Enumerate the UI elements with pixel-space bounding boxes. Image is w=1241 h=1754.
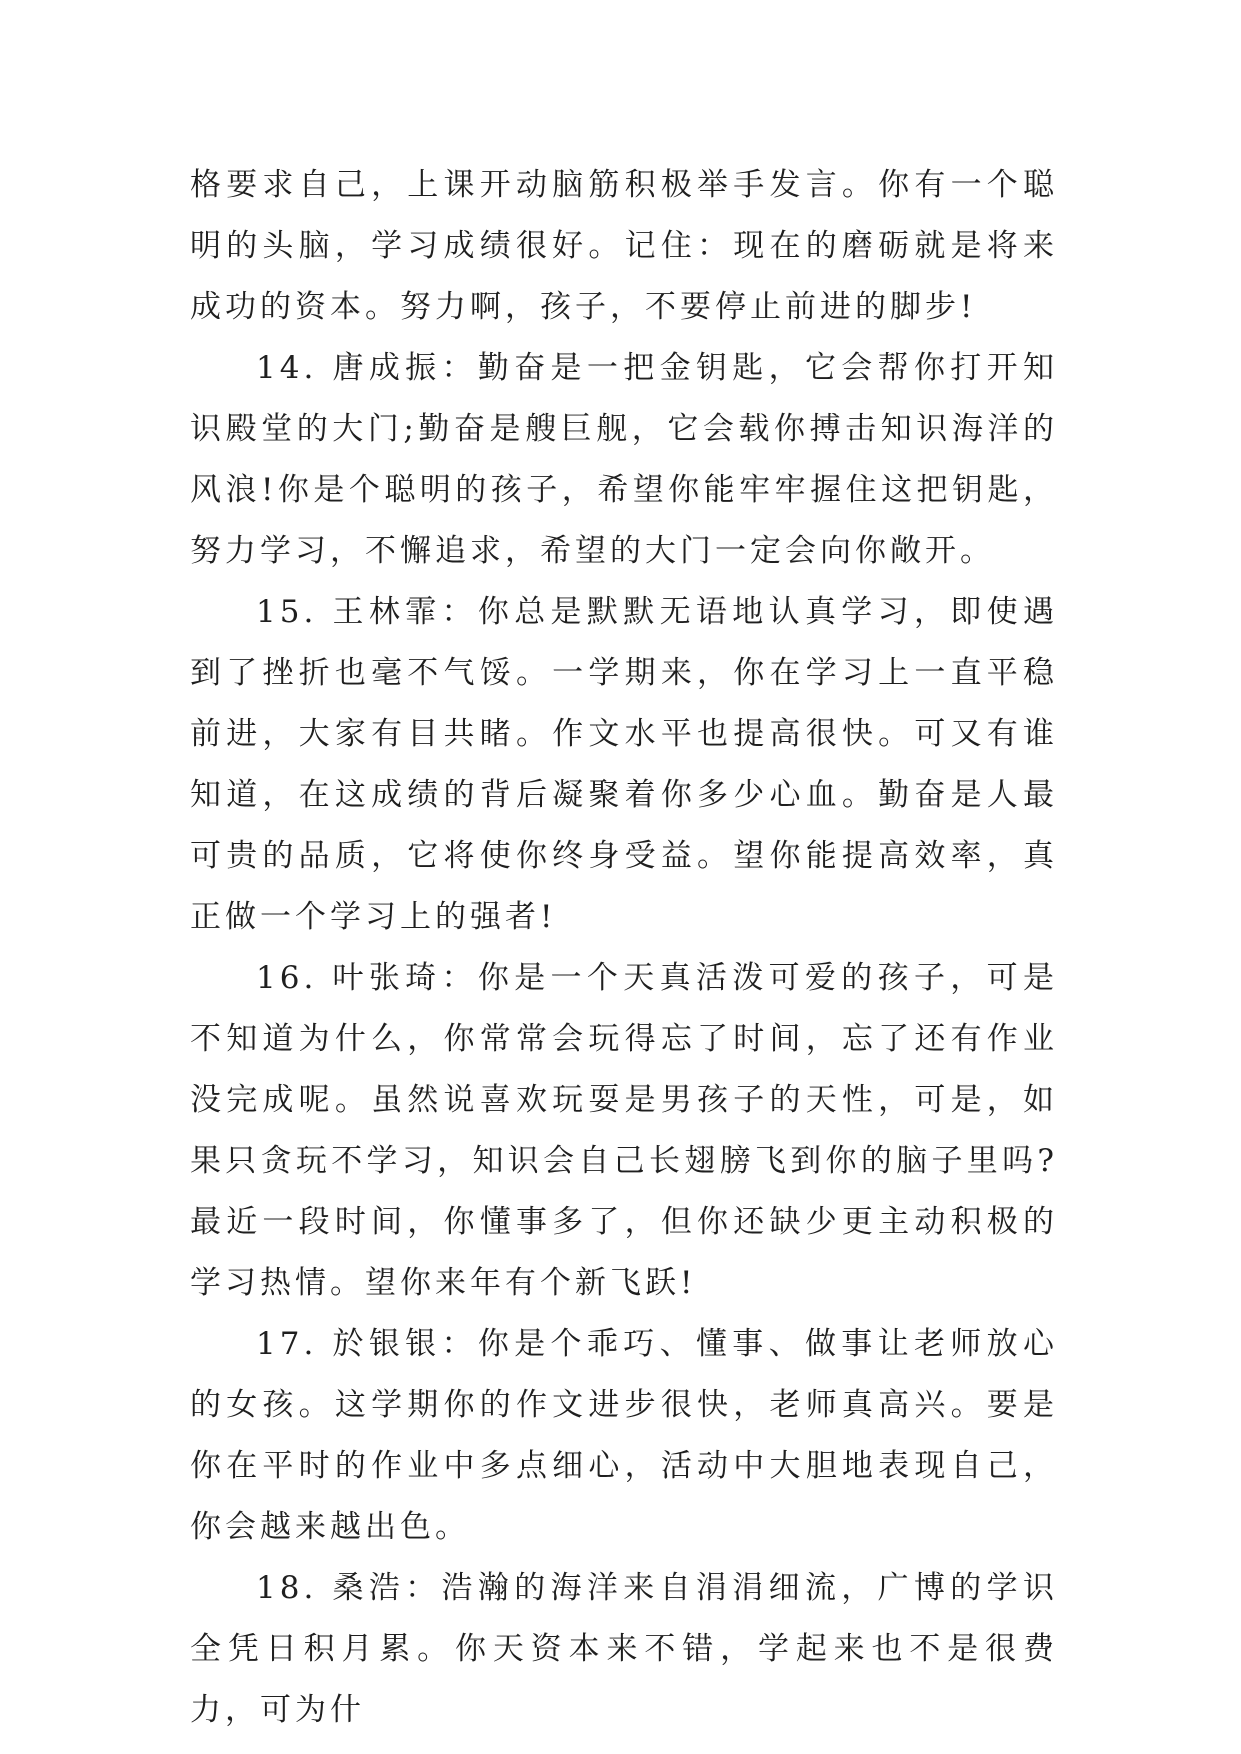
paragraph-comment-14: 14. 唐成振：勤奋是一把金钥匙，它会帮你打开知识殿堂的大门;勤奋是艘巨舰，它会载你搏击知识海洋的风浪!你是个聪明的孩子，希望你能牢牢握住这把钥匙，努力学习，不懈追求，希望的大门一定会向你敞开。 [190,350,1058,569]
body-text [190,155,1058,1741]
paragraph-comment-18: 18. 桑浩：浩瀚的海洋来自涓涓细流，广博的学识全凭日积月累。你天资本来不错，学起来也不是很费力，可为什 [190,1570,1058,1728]
paragraph-comment-16: 16. 叶张琦：你是一个天真活泼可爱的孩子，可是不知道为什么，你常常会玩得忘了时间，忘了还有作业没完成呢。虽然说喜欢玩耍是男孩子的天性，可是，如果只贪玩不学习，知识会自己长翅膀飞到你的脑子里吗?最近一段时间，你懂事多了，但你还缺少更主动积极的学习热情。望你来年有个新飞跃! [190,960,1058,1301]
paragraph-comment-17: 17. 於银银：你是个乖巧、懂事、做事让老师放心的女孩。这学期你的作文进步很快，老师真高兴。要是你在平时的作业中多点细心，活动中大胆地表现自己，你会越来越出色。 [190,1326,1058,1545]
paragraph-continuation: 格要求自己，上课开动脑筋积极举手发言。你有一个聪明的头脑，学习成绩很好。记住：现在的磨砺就是将来成功的资本。努力啊，孩子，不要停止前进的脚步! [190,167,1058,325]
paragraph-comment-15: 15. 王林霏：你总是默默无语地认真学习，即使遇到了挫折也毫不气馁。一学期来，你在学习上一直平稳前进，大家有目共睹。作文水平也提高很快。可又有谁知道，在这成绩的背后凝聚着你多少心血。勤奋是人最可贵的品质，它将使你终身受益。望你能提高效率，真正做一个学习上的强者! [190,594,1058,935]
